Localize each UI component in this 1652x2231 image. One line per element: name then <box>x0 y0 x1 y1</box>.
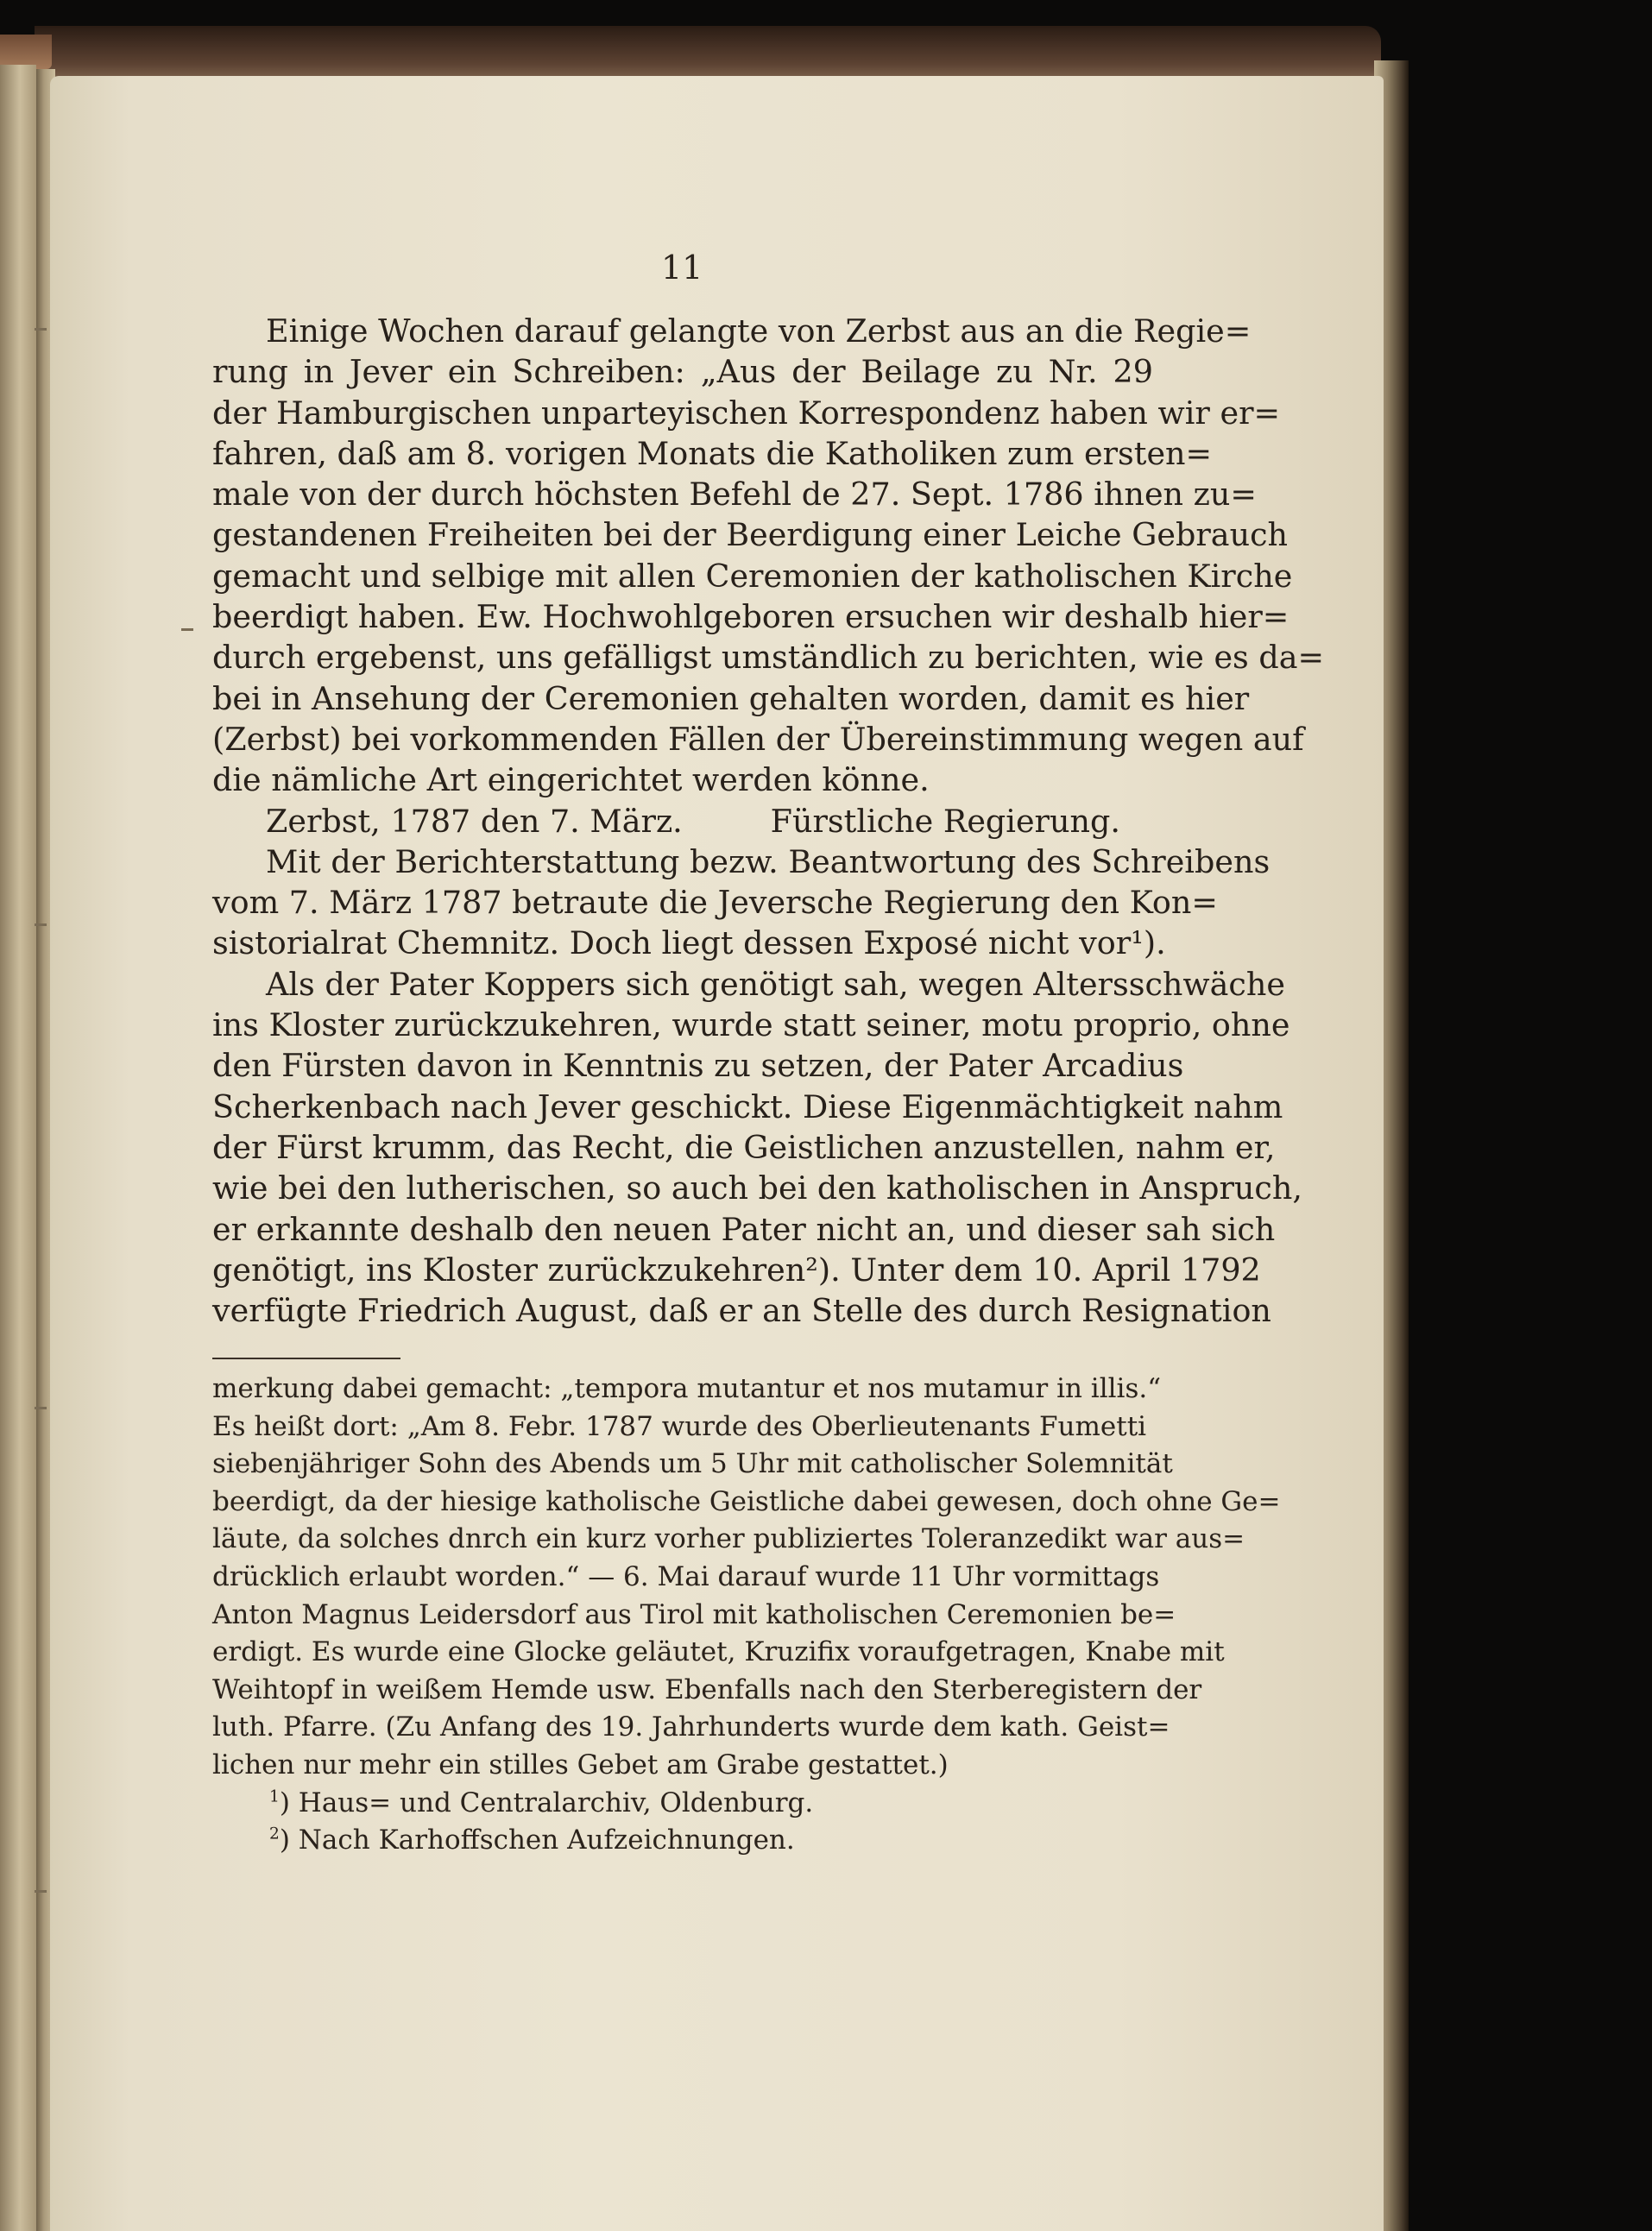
footnote-line: drücklich erlaubt worden.“ — 6. Mai darauf wurde 11 Uhr vormittags <box>212 1560 1160 1592</box>
footnote-divider <box>212 1358 400 1359</box>
numbered-footnote <box>212 1785 1143 1823</box>
text-line: Scherkenbach nach Jever geschickt. Diese Eigenmächtigkeit nahm <box>212 1087 1283 1125</box>
footnote-marker: 1 <box>269 1787 280 1806</box>
text-line: der Fürst krumm, das Recht, die Geistlichen anzustellen, nahm er, <box>212 1128 1276 1166</box>
signature-authority: Fürstliche Regierung. <box>770 802 1120 840</box>
footnote-line: luth. Pfarre. (Zu Anfang des 19. Jahrhunderts wurde dem kath. Geist= <box>212 1711 1170 1743</box>
signature-line <box>212 801 1153 841</box>
text-line: fahren, daß am 8. vorigen Monats die Katholiken zum ersten= <box>212 434 1213 472</box>
text-line: bei in Ansehung der Ceremonien gehalten worden, damit es hier <box>212 679 1250 717</box>
footnote-marker: 2 <box>269 1825 280 1843</box>
facing-page-edge <box>0 65 36 2231</box>
text-line: rung in Jever ein Schreiben: „Aus der Beilage zu Nr. 29 <box>212 353 1153 391</box>
footnote-text: ) Nach Karhoffschen Aufzeichnungen. <box>279 1825 795 1856</box>
margin-mark <box>35 1890 47 1893</box>
text-line: die nämliche Art eingerichtet werden könne. <box>212 761 930 799</box>
text-line: (Zerbst) bei vorkommenden Fällen der Übereinstimmung wegen auf <box>212 720 1304 758</box>
text-line: gestandenen Freiheiten bei der Beerdigung einer Leiche Gebrauch <box>212 516 1289 554</box>
footnote-line: beerdigt, da der hiesige katholische Geistliche dabei gewesen, doch ohne Ge= <box>212 1485 1281 1517</box>
text-line: gemacht und selbige mit allen Ceremonien der katholischen Kirche <box>212 557 1293 595</box>
footnote-line: Anton Magnus Leidersdorf aus Tirol mit katholischen Ceremonien be= <box>212 1598 1176 1630</box>
text-line: verfügte Friedrich August, daß er an Stelle des durch Resignation <box>212 1292 1271 1330</box>
margin-mark <box>181 628 193 631</box>
footnote-line: Weihtopf in weißem Hemde usw. Ebenfalls nach den Sterberegistern der <box>212 1673 1202 1705</box>
signature-place-date: Zerbst, 1787 den 7. März. <box>266 802 683 840</box>
numbered-footnote <box>212 1822 1143 1860</box>
text-line: Einige Wochen darauf gelangte von Zerbst aus an die Regie= <box>266 312 1252 350</box>
text-line: den Fürsten davon in Kenntnis zu setzen, der Pater Arcadius <box>212 1047 1184 1085</box>
text-line: sistorialrat Chemnitz. Doch liegt dessen Exposé nicht vor¹). <box>212 924 1166 962</box>
margin-mark <box>35 328 47 331</box>
footnote-line: merkung dabei gemacht: „tempora mutantur et nos mutamur in illis.“ <box>212 1373 1162 1404</box>
footnote-line: Es heißt dort: „Am 8. Febr. 1787 wurde des Oberlieutenants Fumetti <box>212 1410 1147 1442</box>
page-number: 11 <box>661 249 703 287</box>
margin-mark <box>35 923 47 926</box>
footnote-text: ) Haus= und Centralarchiv, Oldenburg. <box>279 1787 814 1818</box>
footnote-line: lichen nur mehr ein stilles Gebet am Grabe gestattet.) <box>212 1749 949 1780</box>
text-line: vom 7. März 1787 betraute die Jeversche Regierung den Kon= <box>212 884 1218 922</box>
footnotes <box>212 1371 1281 1860</box>
text-line: male von der durch höchsten Befehl de 27. Sept. 1786 ihnen zu= <box>212 476 1257 514</box>
margin-mark <box>35 1407 47 1409</box>
text-line: beerdigt haben. Ew. Hochwohlgeboren ersuchen wir deshalb hier= <box>212 598 1289 636</box>
text-line: Mit der Berichterstattung bezw. Beantwortung des Schreibens <box>266 842 1271 880</box>
text-line: Als der Pater Koppers sich genötigt sah, wegen Altersschwäche <box>266 965 1285 1003</box>
book-cover-corner <box>0 35 52 69</box>
text-line: der Hamburgischen unparteyischen Korrespondenz haben wir er= <box>212 394 1281 432</box>
text-line: ins Kloster zurückzukehren, wurde statt seiner, motu proprio, ohne <box>212 1006 1290 1044</box>
text-line: genötigt, ins Kloster zurückzukehren²). Unter dem 10. April 1792 <box>212 1251 1261 1289</box>
footnote-line: erdigt. Es wurde eine Glocke geläutet, Kruzifix voraufgetragen, Knabe mit <box>212 1636 1225 1668</box>
footnote-line: siebenjähriger Sohn des Abends um 5 Uhr mit catholischer Solemnität <box>212 1448 1173 1480</box>
text-line: er erkannte deshalb den neuen Pater nicht an, und dieser sah sich <box>212 1210 1276 1248</box>
footnote-line: läute, da solches dnrch ein kurz vorher publiziertes Toleranzedikt war aus= <box>212 1523 1245 1555</box>
text-line: wie bei den lutherischen, so auch bei den katholischen in Anspruch, <box>212 1169 1302 1207</box>
body-text <box>212 311 1325 1331</box>
text-line: durch ergebenst, uns gefälligst umständlich zu berichten, wie es da= <box>212 639 1325 677</box>
